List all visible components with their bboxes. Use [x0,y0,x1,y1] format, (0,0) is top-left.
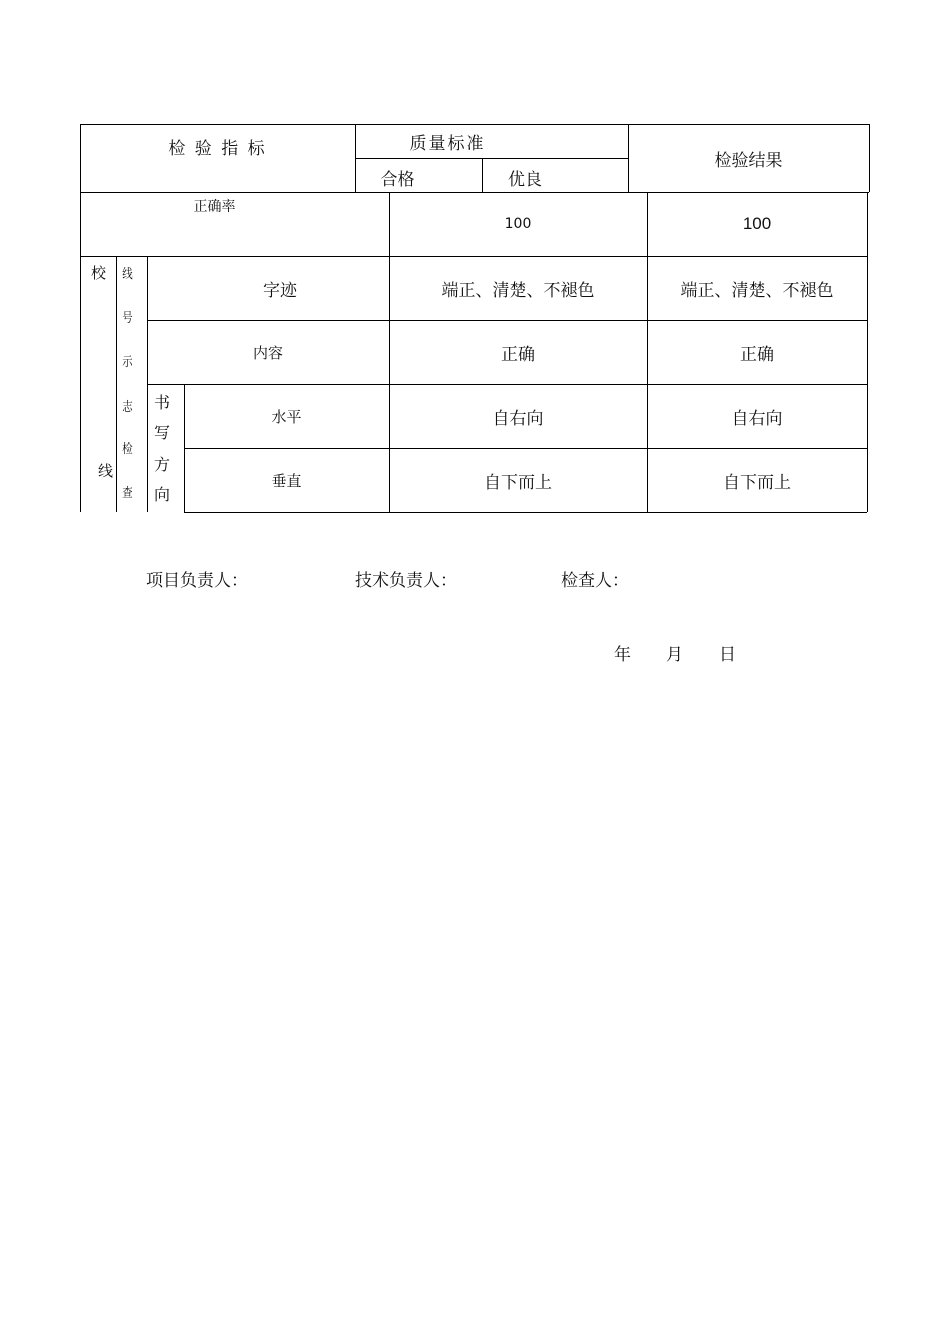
group-inner-char: 示 [122,355,133,370]
header-good: 优良 [508,169,542,190]
row-result-handwriting: 端正、清楚、不褪色 [680,280,834,301]
accuracy-standard: 100 [504,216,532,232]
header-index: 检 验 指 标 [168,138,267,159]
group-inner-char: 志 [122,400,133,415]
inspector-label: 检查人： [561,571,629,591]
direction-group-char: 书 [154,393,171,412]
row-result-vertical: 自下而上 [723,472,791,493]
group-inner-char: 查 [122,486,133,501]
row-standard-vertical: 自下而上 [484,472,552,493]
header-pass: 合格 [380,169,415,190]
tech-lead-label: 技术负责人： [355,571,457,591]
row-standard-handwriting: 端正、清楚、不褪色 [441,280,595,301]
group-outer-bottom: 线 [98,462,114,480]
row-label-handwriting: 字迹 [263,280,297,301]
row-label-content: 内容 [252,343,283,362]
row-standard-horizontal: 自右向 [492,408,544,429]
date-year: 年 [614,645,631,665]
accuracy-result: 100 [742,214,772,233]
row-label-horizontal: 水平 [271,407,302,426]
direction-group-char: 写 [154,423,171,442]
group-outer-top: 校 [91,264,107,282]
direction-group-char: 向 [154,485,171,504]
header-result: 检验结果 [714,150,783,171]
project-lead-label: 项目负责人： [146,571,248,591]
row-standard-content: 正确 [501,344,535,365]
accuracy-label: 正确率 [193,199,236,215]
group-inner-char: 检 [122,442,133,457]
row-result-horizontal: 自右向 [731,408,783,429]
header-standard: 质量标准 [409,133,486,154]
group-inner-char: 线 [122,267,133,282]
direction-group-char: 方 [154,455,171,474]
date-day: 日 [719,645,736,665]
date-month: 月 [666,645,683,665]
row-result-content: 正确 [740,344,774,365]
row-label-vertical: 垂直 [271,471,302,490]
group-inner-char: 号 [122,311,133,326]
